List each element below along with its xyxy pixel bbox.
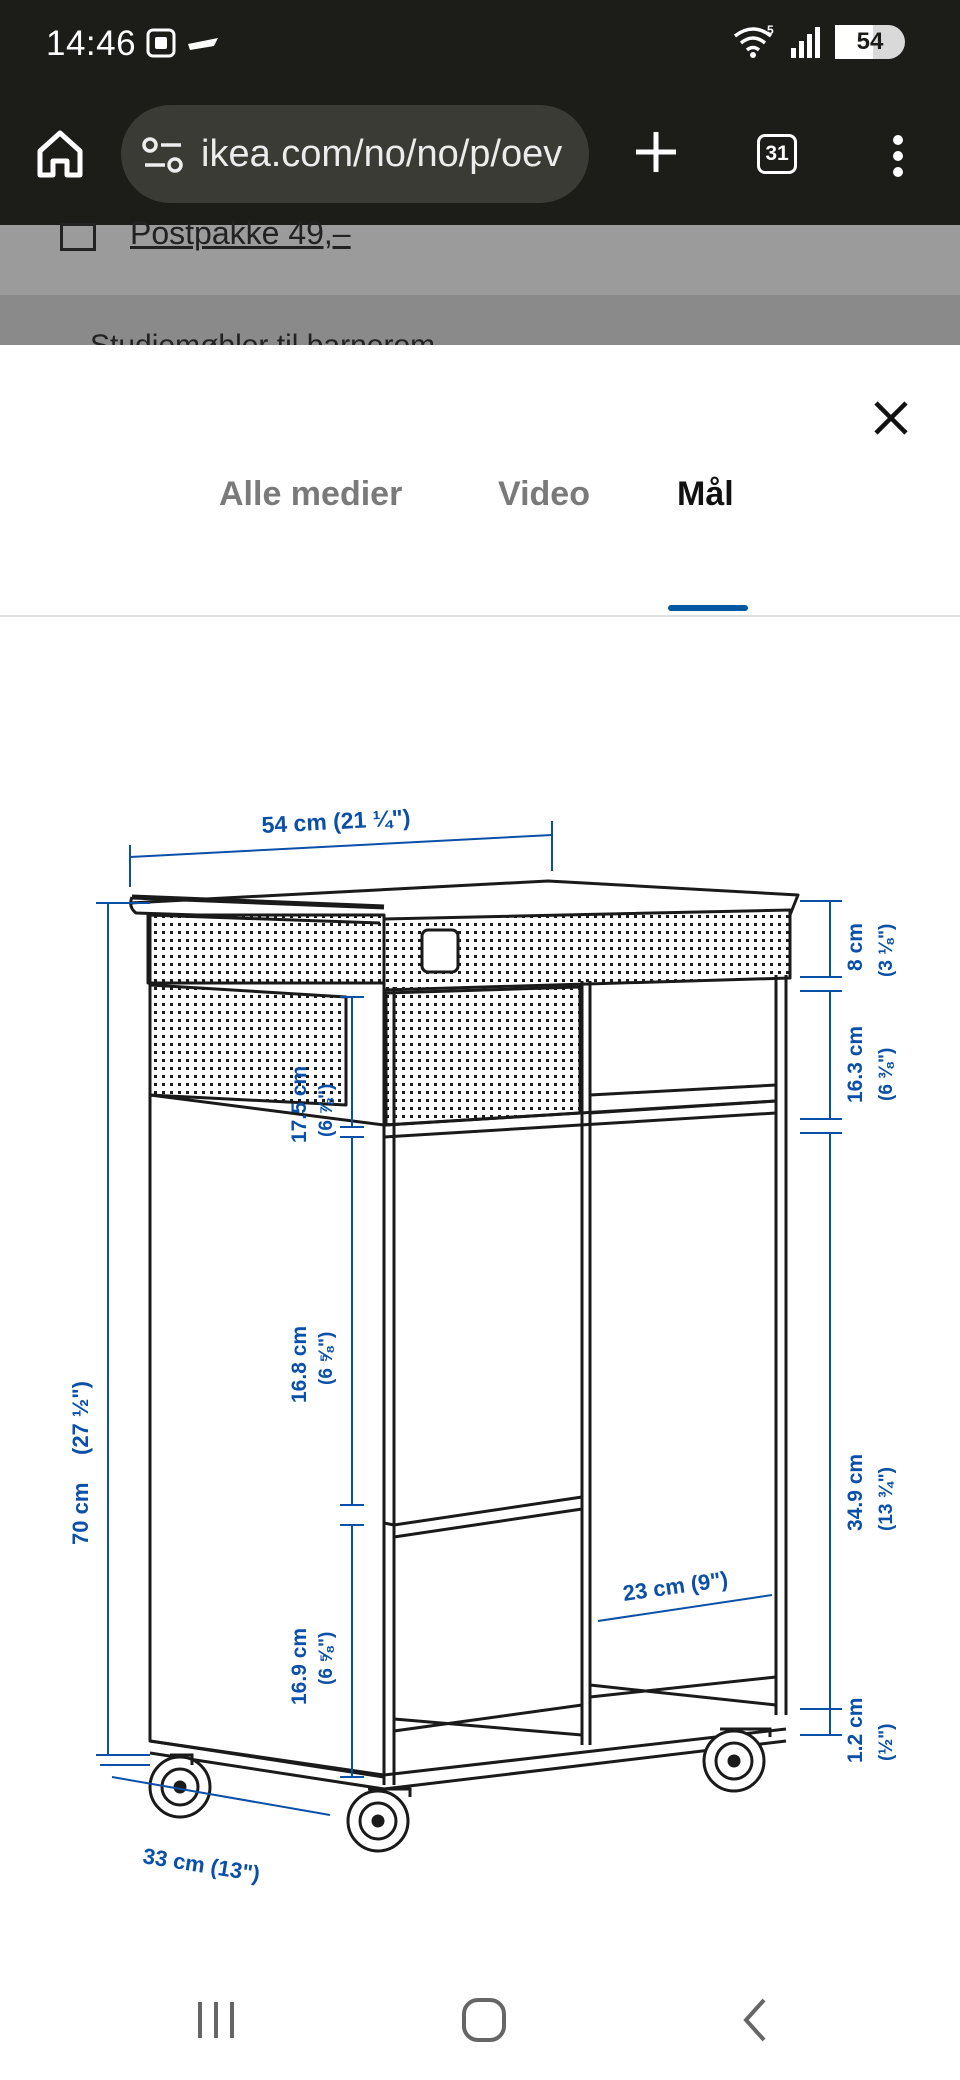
close-button[interactable] bbox=[866, 393, 916, 443]
dim-height-total-cm: 70 cm bbox=[68, 1482, 93, 1545]
address-bar[interactable] bbox=[121, 105, 589, 203]
tab-divider bbox=[0, 615, 960, 617]
wheel-front-center-icon bbox=[348, 1789, 410, 1851]
signal-icon bbox=[789, 24, 823, 60]
dim-width-top: 54 cm (21 ¼") bbox=[260, 804, 412, 838]
home-button[interactable] bbox=[32, 125, 88, 181]
battery-indicator bbox=[835, 25, 905, 59]
dim-right-1-in: (3 ⅛") bbox=[876, 923, 897, 977]
new-tab-button[interactable] bbox=[628, 124, 684, 185]
back-chevron-icon bbox=[736, 1992, 776, 2048]
wifi-badge: 5 bbox=[767, 23, 774, 37]
recent-apps-button[interactable] bbox=[194, 1992, 238, 2053]
dim-right-3-cm: 34.9 cm bbox=[844, 1453, 867, 1531]
status-bar bbox=[0, 0, 960, 90]
more-vert-icon bbox=[886, 132, 910, 180]
dim-shelf-width: 23 cm (9") bbox=[621, 1566, 730, 1606]
dim-inner-2-in: (6 ⅝") bbox=[316, 1331, 337, 1385]
more-menu-button[interactable] bbox=[886, 132, 910, 185]
browser-toolbar bbox=[0, 90, 960, 225]
home-circle-icon bbox=[460, 1992, 508, 2048]
tab-switcher-button[interactable]: 31 bbox=[757, 134, 797, 174]
background-page bbox=[0, 215, 960, 345]
dimension-drawing bbox=[0, 625, 960, 1925]
dim-inner-1-cm: 17.5 cm bbox=[288, 1065, 311, 1143]
media-modal bbox=[0, 345, 960, 2080]
tab-dimensions[interactable]: Mål bbox=[677, 475, 734, 513]
dim-right-4-in: (½") bbox=[876, 1723, 897, 1761]
home-icon bbox=[32, 125, 88, 181]
media-tabs bbox=[0, 475, 960, 561]
close-icon bbox=[866, 393, 916, 443]
home-nav-button[interactable] bbox=[460, 1992, 508, 2053]
clock: 14:46 bbox=[46, 24, 137, 63]
package-icon bbox=[60, 223, 96, 251]
battery-percent: 54 bbox=[856, 28, 884, 55]
dim-depth: 33 cm (13") bbox=[141, 1843, 262, 1887]
active-tab-indicator bbox=[668, 605, 748, 611]
dim-right-2-cm: 16.3 cm bbox=[844, 1025, 867, 1103]
dim-right-2-in: (6 ⅜") bbox=[876, 1047, 897, 1101]
back-button[interactable] bbox=[736, 1992, 776, 2053]
dim-inner-3-cm: 16.9 cm bbox=[288, 1627, 311, 1705]
dim-inner-2-cm: 16.8 cm bbox=[288, 1325, 311, 1403]
plus-icon bbox=[628, 124, 684, 180]
wifi-icon bbox=[733, 24, 777, 60]
screenshot-icon bbox=[146, 26, 226, 62]
status-notification-icons bbox=[146, 26, 226, 67]
dim-inner-3-in: (6 ⅝") bbox=[316, 1631, 337, 1685]
trolley-illustration bbox=[130, 881, 798, 1789]
dim-right-1-cm: 8 cm bbox=[844, 923, 867, 971]
dim-inner-1-in: (6 ⅞") bbox=[316, 1083, 337, 1137]
dim-right-3-in: (13 ¾") bbox=[876, 1467, 897, 1531]
dim-right-4-cm: 1.2 cm bbox=[844, 1697, 867, 1763]
caster-wheels bbox=[150, 1729, 770, 1851]
tab-video[interactable]: Video bbox=[498, 475, 590, 513]
site-settings-icon[interactable] bbox=[141, 135, 185, 175]
url-text[interactable]: ikea.com/no/no/p/oev bbox=[201, 133, 563, 175]
wheel-back-right-icon bbox=[704, 1729, 770, 1791]
tab-all-media[interactable]: Alle medier bbox=[219, 475, 403, 513]
dim-height-total-in: (27 ½") bbox=[68, 1380, 93, 1455]
system-nav-bar bbox=[0, 1960, 960, 2080]
recent-apps-icon bbox=[194, 1992, 238, 2048]
package-link: Postpakke 49,– bbox=[130, 215, 351, 251]
